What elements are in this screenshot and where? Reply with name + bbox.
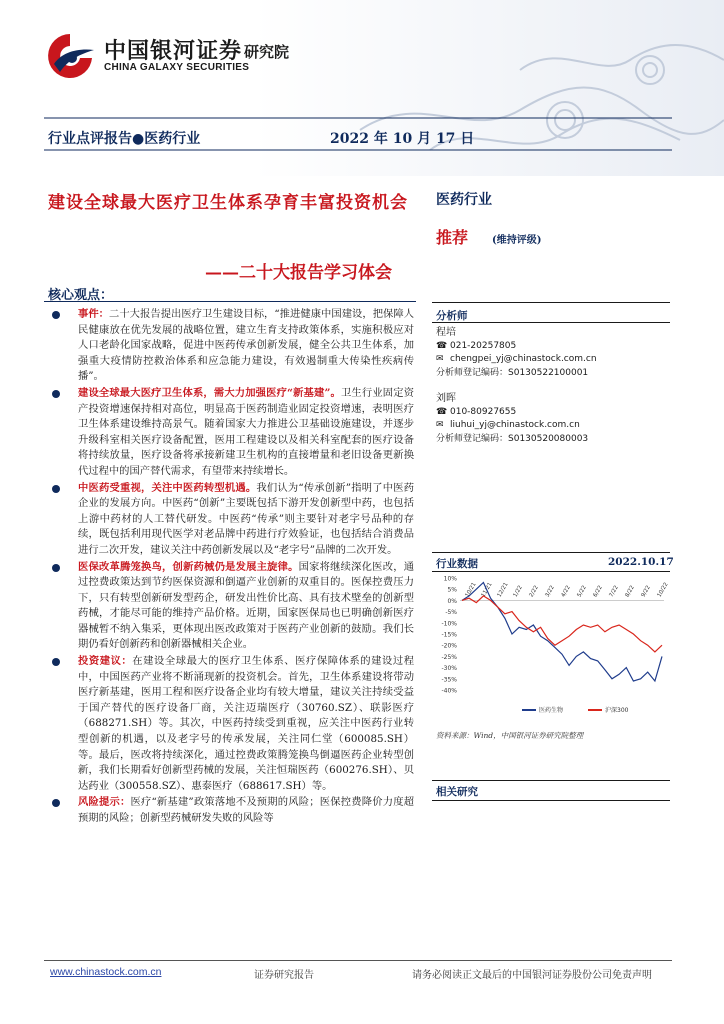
core-view-lead: 投资建议： [78,655,133,668]
core-views-list [48,307,414,828]
brand-division: 研究院 [244,43,290,61]
footer-disclaimer: 请务必阅读正文最后的中国银河证券股份公司免责声明 [412,970,652,981]
rating-note: (维持评级) [492,235,542,246]
analyst-email-row [436,353,668,367]
related-research-heading: 相关研究 [436,786,478,798]
legend-label: 医药生物 [539,707,564,714]
legend-label: 沪深300 [605,707,629,714]
core-view-text: 医疗“新基建”政策落地不及预期的风险；医保控费降价力度超预期的风险；创新型药械研发失败的风险等 [78,796,415,824]
bullet-dot-icon [52,799,60,807]
galaxy-logo-icon [44,30,96,82]
x-tick-label: 8/22 [624,584,636,599]
phone-icon: ☎ [436,406,448,417]
report-subtitle: ——二十大报告学习体会 [205,263,392,283]
x-tick-label: 9/22 [640,584,652,599]
core-view-item [48,560,414,654]
analyst-name: 程培 [436,327,456,338]
related-top-rule [432,780,670,781]
report-date: 2022 年 10 月 17 日 [330,131,475,147]
report-title: 建设全球最大医疗卫生体系孕育丰富投资机会 [48,193,408,213]
brand-name-en: CHINA GALAXY SECURITIES [104,62,250,73]
footer-website-link[interactable]: www.chinastock.com.cn [50,966,162,978]
analyst-phone-row [436,340,668,354]
core-view-lead: 中医药受重视，关注中医药转型机遇。 [78,481,257,494]
core-view-lead: 事件： [78,308,110,320]
analyst-email[interactable]: chengpei_yj@chinastock.com.cn [450,354,597,365]
bullet-dot-icon [52,390,60,398]
chart-source: 资料来源：Wind，中国银河证券研究院整理 [436,731,584,740]
analyst-heading: 分析师 [436,310,468,322]
brand-name-cn: 中国银河证券 [104,39,243,64]
x-tick-label: 2/22 [528,584,540,599]
sidebar-industry: 医药行业 [436,192,492,208]
x-tick-label: 12/21 [496,581,510,599]
core-view-text: 在建设全球最大的医疗卫生体系、医疗保障体系的建设过程中，中国医药产业将不断涌现新的投资机会。首先，卫生体系建设将带动医疗新基建，医用工程和医疗设备企业均有较大增量，建议关注持续受益于国产替代的医疗设备厂商，关注迈瑞医疗（30760.SZ）、联影医疗（688271.SH）等。其次，中医药持续受到重视，应关注中医药行业转型创新的机遇，以及老字号的传承发展，关注同仁堂（600085.SH）等。最后，医改将持续深化，通过控费政策腾笼换鸟倒逼医药企业转型创新，我们长期看好创新型药械的发展，关注恒瑞医药（600276.SH）、贝达药业（300558.SZ）、惠泰医疗（688617.SH）等。 [78,655,415,792]
industry-data-heading: 行业数据 [436,558,478,570]
series-line-csi300 [462,596,662,652]
x-tick-label: 4/22 [560,584,572,599]
core-view-item [48,386,414,480]
y-tick-label: 0% [447,597,457,605]
core-view-lead: 建设全球最大医疗卫生体系，需大力加强医疗“新基建”。 [78,386,341,399]
analyst-name: 刘晖 [436,393,456,404]
y-tick-label: 10% [443,575,457,583]
core-view-text: 卫生行业固定资产投资增速保持相对高位，明显高于医药制造业固定投资增速，表明医疗卫生体系建设维持高景气。随着国家大力推进公卫基础设施建设，并逐步升级科室相关医疗设备配置，医用工程建设以及相关科室配套的医疗设备将持续放量，医疗设备将承接新建卫生机构的直接增量和老旧设备更新换代过程中的国产替代需求，有望带来持续增长。 [78,386,414,477]
core-view-item [48,307,414,385]
core-view-item [48,654,414,794]
related-bottom-rule [432,800,670,801]
bullet-dot-icon [52,658,60,666]
core-divider [44,301,416,302]
mail-icon: ✉ [436,354,444,365]
data-top-rule [432,552,670,553]
bullet-dot-icon [52,564,60,572]
x-tick-label: 10/21 [464,581,478,599]
mail-icon: ✉ [436,420,444,431]
y-tick-label: -20% [441,642,457,650]
y-tick-label: -40% [441,687,457,695]
x-tick-label: 6/22 [592,584,604,599]
footer-report-type: 证券研究报告 [254,970,314,981]
rating-label: 推荐 [436,228,469,247]
core-view-item [48,481,414,559]
industry-performance-chart [434,572,670,720]
core-view-text: 国家将继续深化医改，通过控费政策达到节约医保资源和倒逼产业创新的双重目的。医保控费压力下，只有转型创新研发型药企，研发出性价比高、具有技术壁垒的创新型药械，才能尽可能的维持产品价格。近期，国家医保局也已明确创新医疗器械暂不纳入集采，更体现出医改政策对于医药产业创新的鼓励。我们长期仍看好创新药和创新器械相关企业。 [78,560,415,651]
core-view-lead: 风险提示： [78,796,131,809]
bullet-dot-icon [52,311,60,319]
x-tick-label: 11/21 [480,581,494,599]
analyst-phone-row [436,406,668,420]
report-type: 行业点评报告●医药行业 [48,131,201,147]
x-tick-label: 10/22 [656,581,670,599]
analyst-bottom-rule [432,322,670,323]
y-tick-label: -35% [441,676,457,684]
analyst-email-row [436,419,668,433]
analyst-card [436,392,668,446]
footer-divider [44,960,672,961]
y-tick-label: -5% [445,609,457,617]
y-tick-label: 5% [447,586,457,594]
core-views-heading: 核心观点： [48,288,114,303]
bullet-dot-icon [52,485,60,493]
analyst-top-rule [432,302,670,303]
core-view-lead: 医保改革腾笼换鸟，创新药械仍是发展主旋律。 [78,560,299,573]
analyst-email[interactable]: liuhui_yj@chinastock.com.cn [450,420,580,431]
report-header [0,0,724,176]
analyst-phone: 021-20257805 [450,340,517,351]
x-tick-label: 3/22 [544,584,556,599]
industry-data-date: 2022.10.17 [608,556,674,568]
x-tick-label: 5/22 [576,584,588,599]
cloud-banner-decoration [0,0,724,176]
core-view-text: 二十大报告提出医疗卫生建设目标，“推进健康中国建设，把保障人民健康放在优先发展的战略位置，建立生育支持政策体系，实施积极应对人口老龄化国家战略，促进中医药传承创新发展，健全公共卫生体系，加强重大疫情防控救治体系和应急能力建设，有效遏制重大传染性疾病传播”。 [78,308,415,383]
y-tick-label: -30% [441,665,457,673]
core-view-text: 我们认为“传承创新”指明了中医药企业的发展方向。中医药“创新”主要既包括下游开发创新型中药，也包括上游中药材的人工替代研发。中医药“传承”则主要针对老字号品种的存续，既包括利用现代医学对老品牌中药进行疗效验证，也包括结合消费品进行二次开发，建议关注中药创新发展以及“老字号”品牌的二次开发。 [78,481,414,556]
analyst-phone: 010-80927655 [450,406,517,417]
x-tick-label: 7/22 [608,584,620,599]
y-tick-label: -10% [441,620,457,628]
analyst-reg: 分析师登记编码：S0130522100001 [436,367,589,378]
phone-icon: ☎ [436,340,448,351]
analyst-card [436,326,668,380]
y-tick-label: -25% [441,653,457,661]
x-tick-label: 1/22 [512,584,524,599]
core-view-item [48,795,414,826]
y-tick-label: -15% [441,631,457,639]
analyst-reg: 分析师登记编码：S0130520080003 [436,433,589,444]
